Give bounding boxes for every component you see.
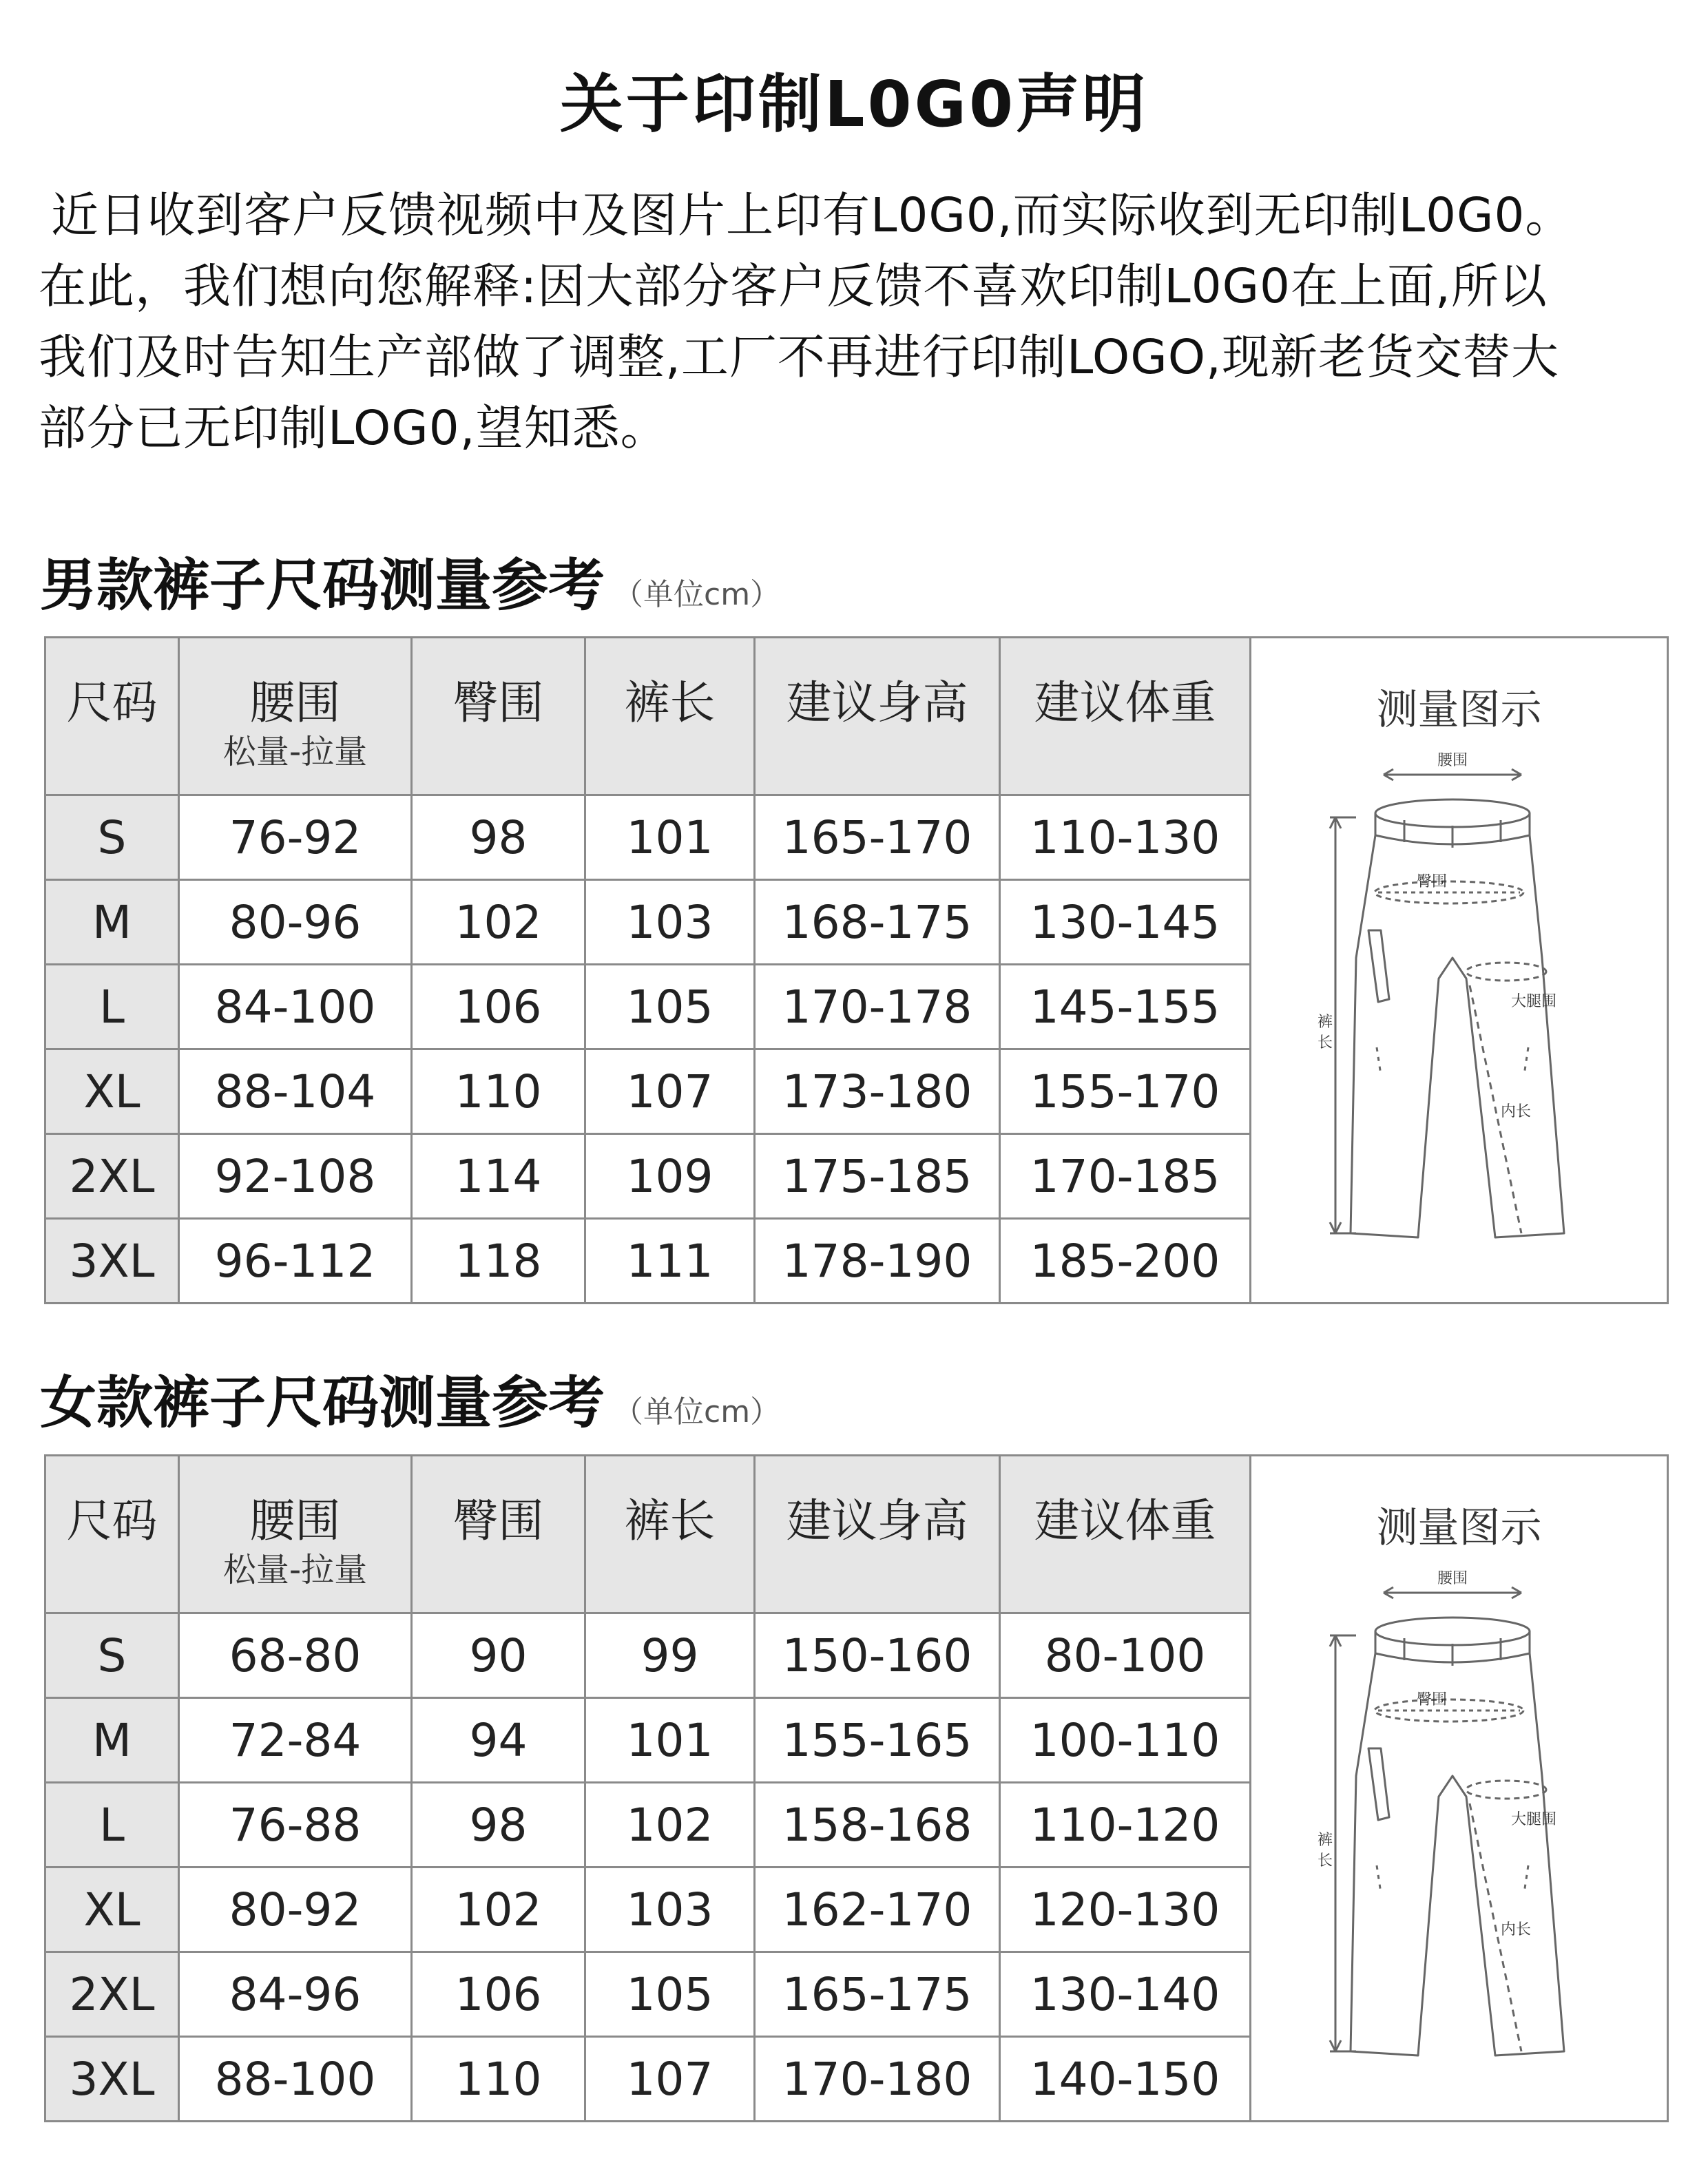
cell-waist: 80-92 — [179, 1868, 412, 1952]
cell-size: M — [45, 1698, 179, 1783]
pants-diagram — [1251, 1569, 1667, 2079]
label-hip: 臀围 — [1416, 1691, 1447, 1708]
cell-length: 105 — [585, 1952, 755, 2037]
cell-length: 111 — [585, 1219, 755, 1304]
men-title-text: 男款裤子尺码测量参考 — [40, 553, 605, 618]
cell-height: 170-178 — [755, 965, 1000, 1049]
cell-size: 3XL — [45, 1219, 179, 1304]
cell-weight: 130-145 — [1000, 880, 1251, 965]
header-waist — [179, 638, 412, 795]
cell-weight: 110-130 — [1000, 795, 1251, 880]
cell-hip: 106 — [412, 965, 585, 1049]
cell-hip: 94 — [412, 1698, 585, 1783]
label-length-top: 裤 — [1317, 1832, 1333, 1849]
women-size-table — [44, 1454, 1669, 2122]
header-height: 建议身高 — [755, 1456, 1000, 1613]
cell-weight: 140-150 — [1000, 2037, 1251, 2122]
cell-hip: 118 — [412, 1219, 585, 1304]
header-size: 尺码 — [45, 1456, 179, 1613]
cell-waist: 76-88 — [179, 1783, 412, 1868]
cell-height: 158-168 — [755, 1783, 1000, 1868]
cell-size: S — [45, 795, 179, 880]
cell-weight: 130-140 — [1000, 1952, 1251, 2037]
women-section-title — [40, 1358, 780, 1439]
cell-hip: 106 — [412, 1952, 585, 2037]
cell-weight: 145-155 — [1000, 965, 1251, 1049]
cell-waist: 92-108 — [179, 1134, 412, 1219]
cell-hip: 98 — [412, 795, 585, 880]
notice-title: 关于印制L0G0声明 — [559, 67, 1149, 141]
cell-size: 3XL — [45, 2037, 179, 2122]
cell-height: 175-185 — [755, 1134, 1000, 1219]
notice-line: 部分已无印制LOG0,望知悉。 — [39, 401, 669, 456]
cell-weight: 100-110 — [1000, 1698, 1251, 1783]
diagram-cell — [1251, 638, 1668, 1304]
cell-waist: 88-104 — [179, 1049, 412, 1134]
label-hip: 臀围 — [1416, 873, 1447, 890]
women-title-text: 女款裤子尺码测量参考 — [40, 1370, 605, 1436]
cell-waist: 96-112 — [179, 1219, 412, 1304]
notice-line: 我们及时告知生产部做了调整,工厂不再进行印制LOGO,现新老货交替大 — [39, 330, 1559, 385]
label-thigh: 大腿围 — [1510, 993, 1556, 1010]
header-length: 裤长 — [585, 638, 755, 795]
cell-length: 99 — [585, 1613, 755, 1698]
label-length-bottom: 长 — [1317, 1034, 1333, 1052]
label-waist: 腰围 — [1437, 1570, 1468, 1587]
cell-waist: 76-92 — [179, 795, 412, 880]
cell-length: 105 — [585, 965, 755, 1049]
cell-weight: 120-130 — [1000, 1868, 1251, 1952]
cell-waist: 68-80 — [179, 1613, 412, 1698]
cell-size: XL — [45, 1868, 179, 1952]
notice-line: 在此，我们想向您解释:因大部分客户反馈不喜欢印制L0G0在上面,所以 — [39, 259, 1548, 314]
label-waist: 腰围 — [1437, 752, 1468, 769]
header-row — [45, 1456, 1668, 1613]
cell-size: 2XL — [45, 1952, 179, 2037]
cell-height: 162-170 — [755, 1868, 1000, 1952]
header-length: 裤长 — [585, 1456, 755, 1613]
label-inseam: 内长 — [1500, 1921, 1531, 1938]
header-waist — [179, 1456, 412, 1613]
cell-weight: 170-185 — [1000, 1134, 1251, 1219]
women-unit-note: （单位cm） — [613, 1394, 781, 1430]
diagram-cell — [1251, 1456, 1668, 2122]
cell-waist: 72-84 — [179, 1698, 412, 1783]
header-weight: 建议体重 — [1000, 638, 1251, 795]
cell-size: M — [45, 880, 179, 965]
diagram-title: 测量图示 — [1376, 1504, 1542, 1552]
cell-waist: 80-96 — [179, 880, 412, 965]
label-length-top: 裤 — [1317, 1014, 1333, 1031]
label-length-bottom: 长 — [1317, 1852, 1333, 1870]
header-waist-sub: 松量-拉量 — [222, 1551, 368, 1589]
cell-hip: 102 — [412, 880, 585, 965]
cell-waist: 88-100 — [179, 2037, 412, 2122]
header-size: 尺码 — [45, 638, 179, 795]
header-weight: 建议体重 — [1000, 1456, 1251, 1613]
cell-size: 2XL — [45, 1134, 179, 1219]
header-row — [45, 638, 1668, 795]
cell-weight: 110-120 — [1000, 1783, 1251, 1868]
cell-length: 107 — [585, 1049, 755, 1134]
cell-length: 103 — [585, 880, 755, 965]
cell-height: 155-165 — [755, 1698, 1000, 1783]
header-height: 建议身高 — [755, 638, 1000, 795]
men-unit-note: （单位cm） — [613, 577, 781, 612]
cell-height: 165-170 — [755, 795, 1000, 880]
header-hip: 臀围 — [412, 638, 585, 795]
cell-height: 150-160 — [755, 1613, 1000, 1698]
label-thigh: 大腿围 — [1510, 1811, 1556, 1828]
notice-body — [39, 180, 1671, 464]
header-waist-label: 腰围 — [249, 1494, 341, 1547]
cell-weight: 185-200 — [1000, 1219, 1251, 1304]
cell-size: XL — [45, 1049, 179, 1134]
notice-line: 近日收到客户反馈视频中及图片上印有L0G0,而实际收到无印制L0G0。 — [51, 188, 1574, 243]
header-waist-label: 腰围 — [249, 676, 341, 729]
cell-height: 168-175 — [755, 880, 1000, 965]
cell-hip: 98 — [412, 1783, 585, 1868]
cell-hip: 110 — [412, 2037, 585, 2122]
men-size-table — [44, 636, 1669, 1304]
cell-length: 101 — [585, 795, 755, 880]
cell-hip: 114 — [412, 1134, 585, 1219]
cell-height: 170-180 — [755, 2037, 1000, 2122]
pants-outline-drawing — [1315, 1569, 1604, 2079]
cell-size: L — [45, 965, 179, 1049]
cell-length: 109 — [585, 1134, 755, 1219]
cell-height: 165-175 — [755, 1952, 1000, 2037]
cell-hip: 102 — [412, 1868, 585, 1952]
men-section-title — [40, 541, 780, 621]
cell-length: 107 — [585, 2037, 755, 2122]
cell-height: 178-190 — [755, 1219, 1000, 1304]
header-waist-sub: 松量-拉量 — [222, 733, 368, 771]
cell-height: 173-180 — [755, 1049, 1000, 1134]
cell-weight: 155-170 — [1000, 1049, 1251, 1134]
cell-length: 101 — [585, 1698, 755, 1783]
cell-weight: 80-100 — [1000, 1613, 1251, 1698]
cell-hip: 90 — [412, 1613, 585, 1698]
diagram-title: 测量图示 — [1376, 686, 1542, 734]
header-hip: 臀围 — [412, 1456, 585, 1613]
cell-hip: 110 — [412, 1049, 585, 1134]
cell-size: L — [45, 1783, 179, 1868]
cell-waist: 84-100 — [179, 965, 412, 1049]
pants-diagram — [1251, 751, 1667, 1261]
cell-length: 103 — [585, 1868, 755, 1952]
cell-size: S — [45, 1613, 179, 1698]
cell-length: 102 — [585, 1783, 755, 1868]
pants-outline-drawing — [1315, 751, 1604, 1261]
label-inseam: 内长 — [1500, 1103, 1531, 1120]
cell-waist: 84-96 — [179, 1952, 412, 2037]
